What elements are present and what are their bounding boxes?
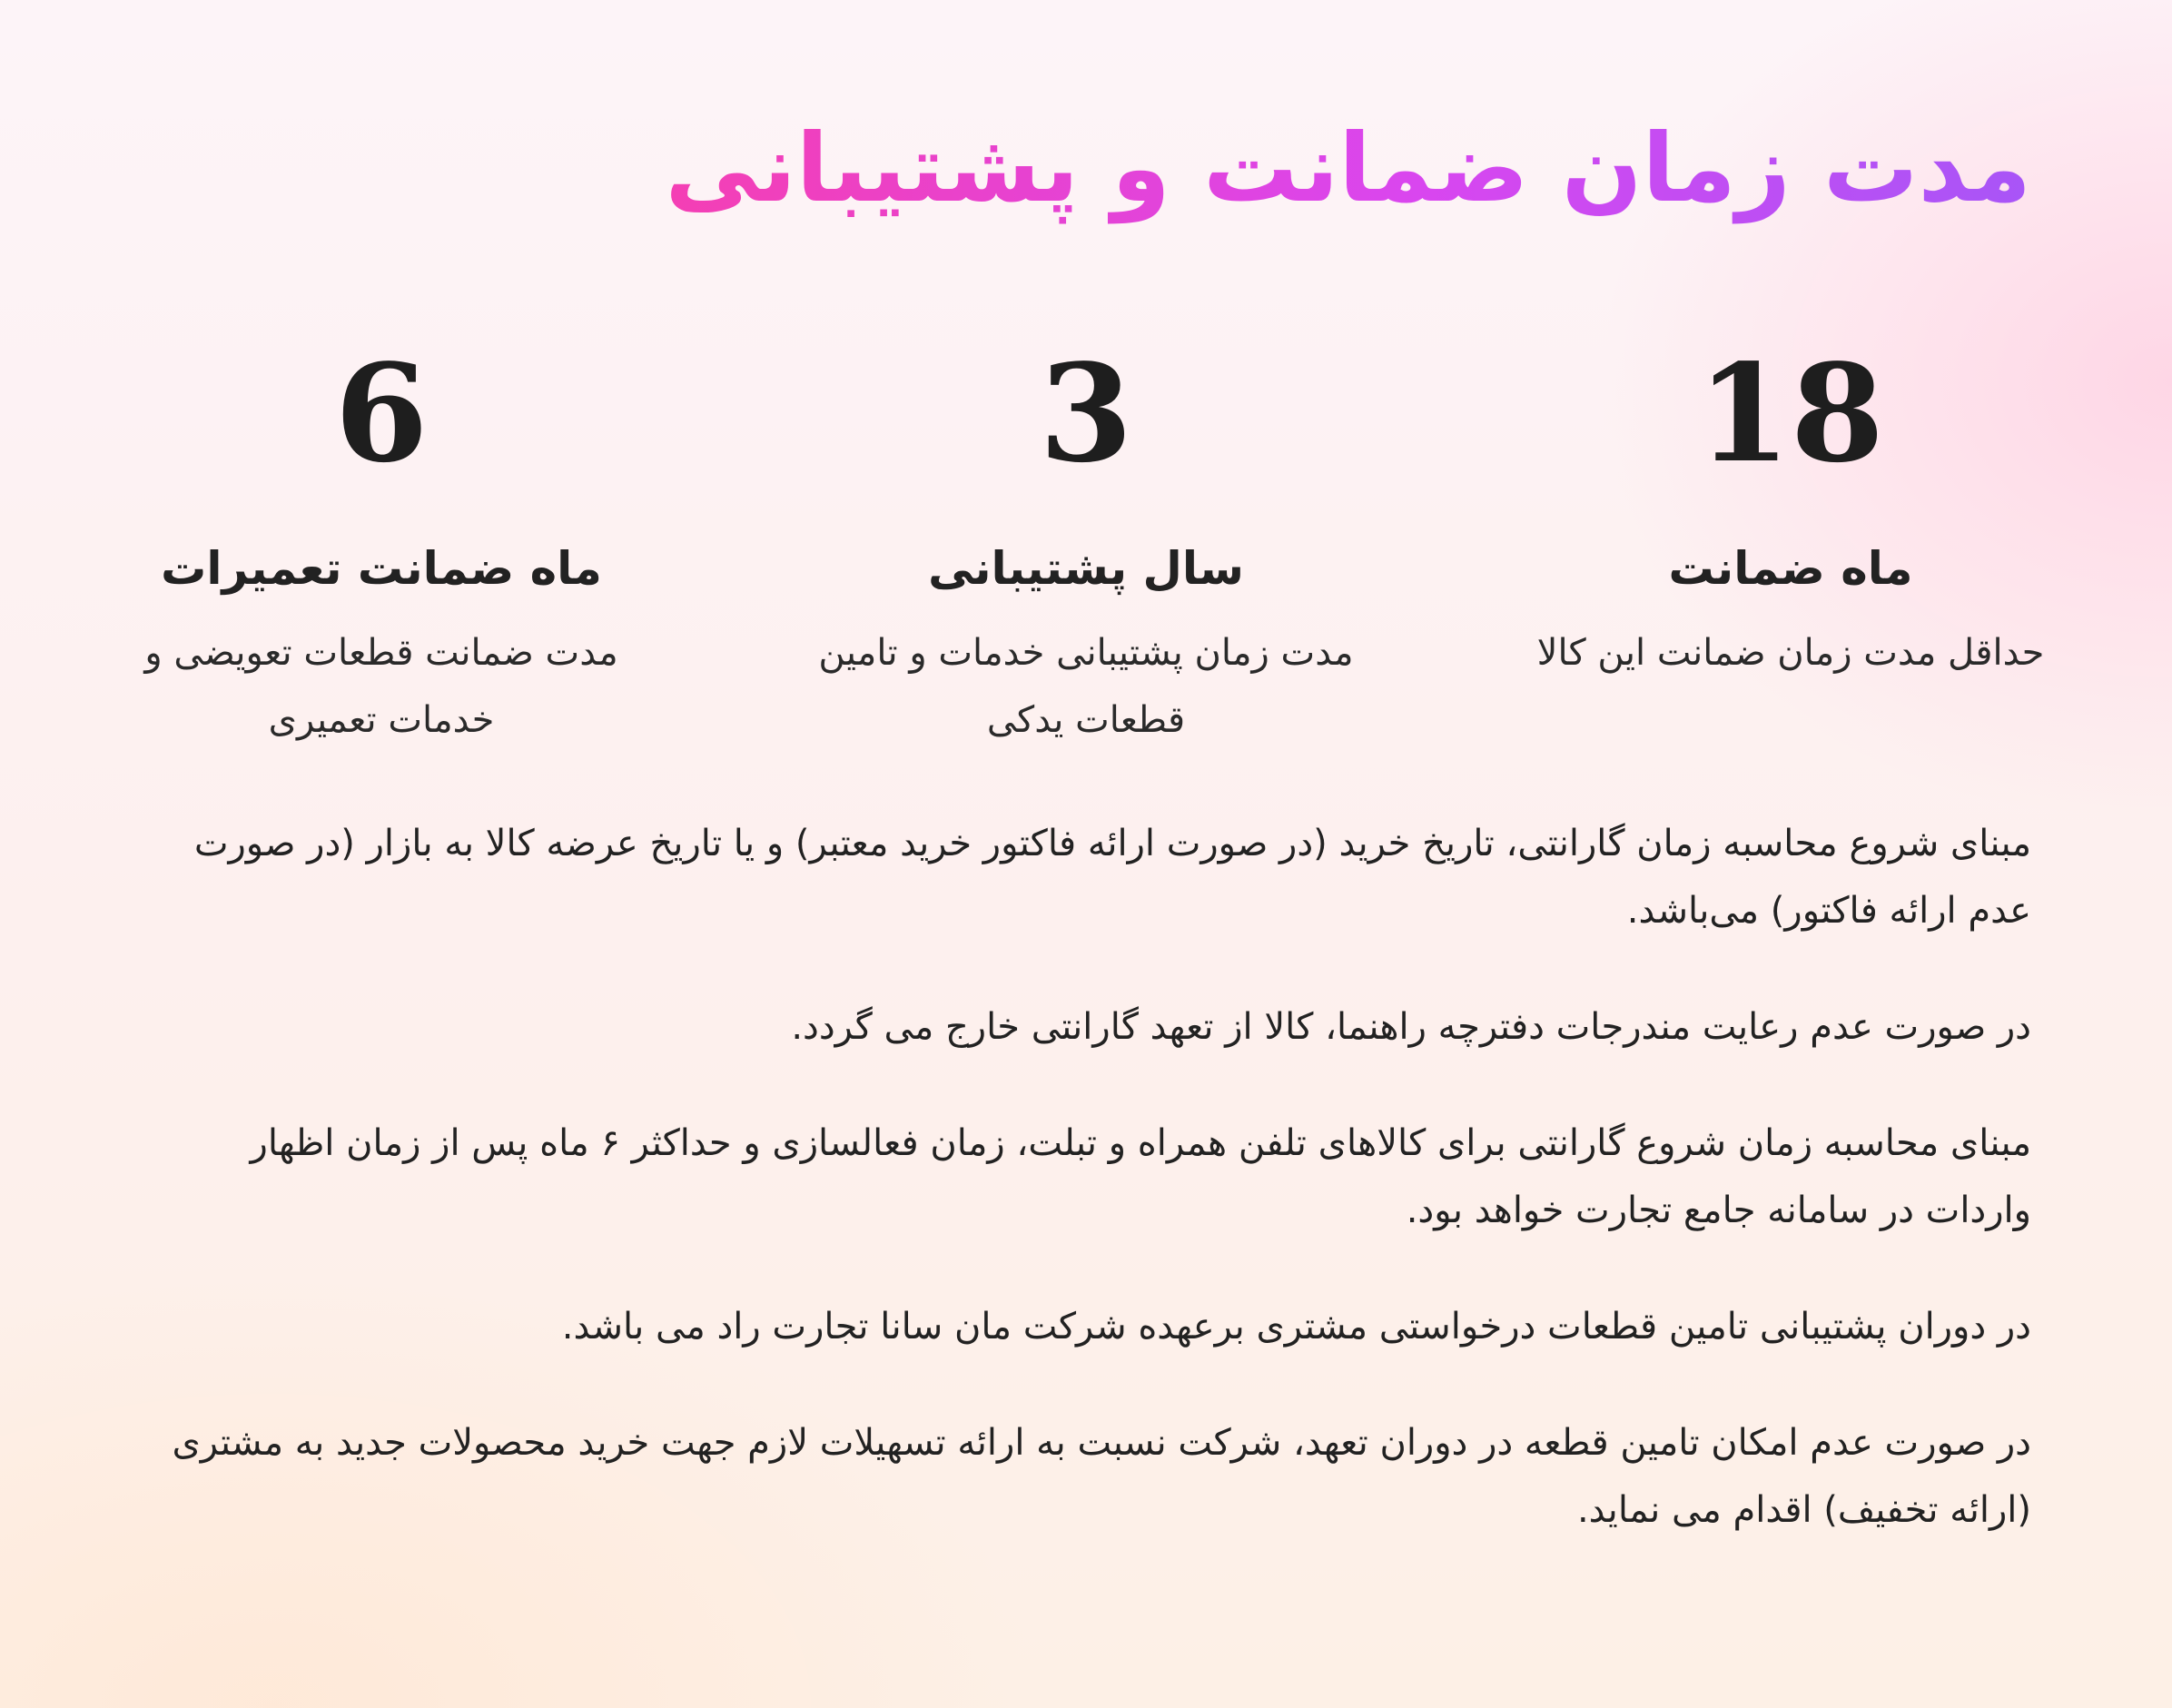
stat-repair-warranty [109,336,654,754]
stat-label: ماه ضمانت تعمیرات [161,542,602,595]
terms-list [143,810,2031,1593]
stat-warranty [1518,336,2063,754]
stat-label: سال پشتیبانی [928,542,1244,595]
terms-paragraph-parts-supply: در دوران پشتیبانی تامین قطعات درخواستی مشتری برعهده شرکت مان سانا تجارت راد می باشد. [561,1306,2031,1348]
stat-number: 3 [1039,334,1133,492]
stat-description: حداقل مدت زمان ضمانت این کالا [1536,632,2045,674]
stat-number: 18 [1697,334,1884,492]
stat-description: مدت ضمانت قطعات تعویضی و خدمات تعمیری [144,632,618,741]
page-title: مدت زمان ضمانت و پشتیبانی [666,109,2032,227]
stat-number: 6 [334,334,429,492]
terms-paragraph-discount: در صورت عدم امکان تامین قطعه در دوران تعهد، شرکت نسبت به ارائه تسهیلات لازم جهت خرید محصولات جدید به مشتری (ارائه تخفیف) اقدام می نماید. [172,1422,2031,1531]
terms-paragraph-manual: در صورت عدم رعایت مندرجات دفترچه راهنما، کالا از تعهد گارانتی خارج می گردد. [791,1006,2031,1048]
stat-label: ماه ضمانت [1668,542,1913,595]
stats-row [109,336,2063,754]
terms-paragraph-start-date: مبنای شروع محاسبه زمان گارانتی، تاریخ خرید (در صورت ارائه فاکتور خرید معتبر) و یا تاریخ عرضه کالا به بازار (در صورت عدم ارائه فاکتور) می‌باشد. [193,823,2031,932]
terms-paragraph-mobile: مبنای محاسبه زمان شروع گارانتی برای کالاهای تلفن همراه و تبلت، زمان فعالسازی و حداکثر ۶ ماه پس از زمان اظهار واردات در سامانه جامع تجارت خواهد بود. [250,1122,2031,1231]
stat-support [814,336,1358,754]
stat-description: مدت زمان پشتیبانی خدمات و تامین قطعات یدکی [818,632,1354,741]
